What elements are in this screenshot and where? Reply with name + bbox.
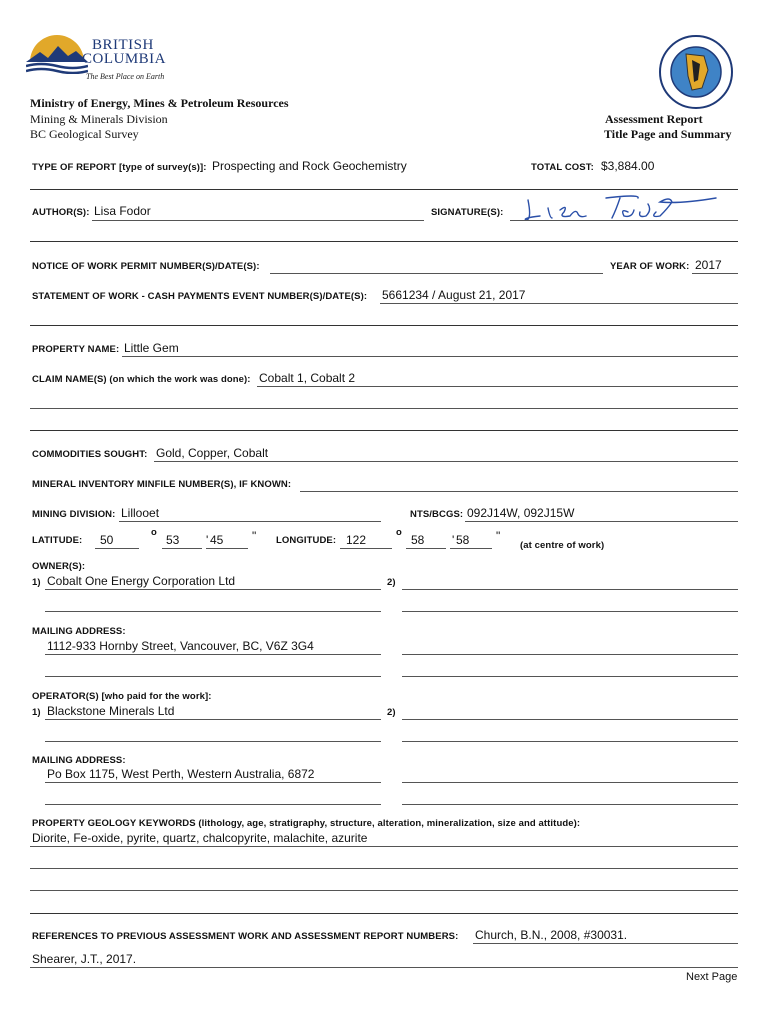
geological-survey-seal <box>658 34 734 110</box>
logo-tagline: The Best Place on Earth <box>86 72 165 81</box>
signature-label: SIGNATURE(S): <box>431 207 504 218</box>
operator-address-line <box>45 782 381 783</box>
operator-1-line <box>45 719 381 720</box>
statement-of-work-label: STATEMENT OF WORK - CASH PAYMENTS EVENT NUMBER(S)/DATE(S): <box>32 291 368 302</box>
seal-icon <box>658 34 734 110</box>
geology-keywords-line <box>30 846 738 847</box>
operators-label: OPERATOR(S) [who paid for the work]: <box>32 691 212 702</box>
divider <box>30 241 738 242</box>
divider <box>30 913 738 914</box>
nts-value[interactable]: 092J14W, 092J15W <box>467 506 575 520</box>
blank-line <box>402 654 738 655</box>
longitude-seconds[interactable]: 58 <box>456 533 470 547</box>
ministry-name: Ministry of Energy, Mines & Petroleum Resources <box>30 96 289 110</box>
owner-address-label: MAILING ADDRESS: <box>32 626 126 637</box>
next-page-link[interactable]: Next Page <box>686 971 738 983</box>
blank-line <box>45 676 381 677</box>
nts-line <box>465 521 738 522</box>
blank-line <box>45 611 381 612</box>
blank-line <box>30 890 738 891</box>
blank-line <box>402 611 738 612</box>
longitude-degrees[interactable]: 122 <box>346 533 367 547</box>
references-label: REFERENCES TO PREVIOUS ASSESSMENT WORK AND ASSESSMENT REPORT NUMBERS: <box>32 931 459 942</box>
report-title-line1: Assessment Report <box>605 112 703 126</box>
longitude-minutes-line <box>406 548 446 549</box>
degree-symbol: o <box>396 527 402 538</box>
commodities-value[interactable]: Gold, Copper, Cobalt <box>156 446 269 460</box>
total-cost-value[interactable]: $3,884.00 <box>601 159 655 173</box>
latitude-degrees[interactable]: 50 <box>100 533 114 547</box>
mining-division-label: MINING DIVISION: <box>32 509 116 520</box>
minfile-label: MINERAL INVENTORY MINFILE NUMBER(S), IF KNOWN: <box>32 479 292 490</box>
owner-2-number: 2) <box>387 577 396 588</box>
division-name: Mining & Minerals Division <box>30 112 168 126</box>
references-line <box>473 943 738 944</box>
longitude-seconds-line <box>450 548 492 549</box>
second-symbol: " <box>496 529 501 543</box>
owner-address-value[interactable]: 1112-933 Hornby Street, Vancouver, BC, V6Z 3G4 <box>47 639 314 653</box>
degree-symbol: o <box>151 527 157 538</box>
bc-sun-mountain-icon <box>26 32 88 74</box>
authors-value[interactable]: Lisa Fodor <box>94 204 151 218</box>
references-value-1[interactable]: Church, B.N., 2008, #30031. <box>475 928 628 942</box>
longitude-minutes[interactable]: 58 <box>411 533 425 547</box>
latitude-degrees-line <box>95 548 139 549</box>
operator-address-label: MAILING ADDRESS: <box>32 755 126 766</box>
owner-address-line <box>45 654 381 655</box>
statement-of-work-value[interactable]: 5661234 / August 21, 2017 <box>382 288 526 302</box>
property-name-label: PROPERTY NAME: <box>32 344 120 355</box>
minute-symbol: ' <box>452 533 455 547</box>
blank-line <box>402 804 738 805</box>
geology-keywords-value[interactable]: Diorite, Fe-oxide, pyrite, quartz, chalcopyrite, malachite, azurite <box>32 831 368 845</box>
longitude-label: LONGITUDE: <box>276 535 337 546</box>
authors-line <box>92 220 424 221</box>
operator-address-value[interactable]: Po Box 1175, West Perth, Western Australia, 6872 <box>47 767 315 781</box>
latitude-minutes[interactable]: 53 <box>166 533 180 547</box>
claim-names-line <box>257 386 738 387</box>
blank-line <box>402 741 738 742</box>
notice-of-work-line <box>270 273 603 274</box>
logo-line2: COLUMBIA <box>82 51 167 67</box>
latitude-minutes-line <box>162 548 202 549</box>
claim-names-label: CLAIM NAME(S) (on which the work was done): <box>32 374 251 385</box>
signature-line <box>510 220 738 221</box>
operator-2-line <box>402 719 738 720</box>
blank-line <box>402 782 738 783</box>
statement-of-work-line <box>380 303 738 304</box>
references-line-2 <box>30 967 738 968</box>
year-of-work-value[interactable]: 2017 <box>695 258 722 272</box>
year-of-work-line <box>692 273 738 274</box>
geology-keywords-label: PROPERTY GEOLOGY KEYWORDS (lithology, age, stratigraphy, structure, alteration, mineralization, size and attitude): <box>32 818 581 829</box>
year-of-work-label: YEAR OF WORK: <box>610 261 690 272</box>
mining-division-value[interactable]: Lillooet <box>121 506 160 520</box>
latitude-seconds-line <box>206 548 248 549</box>
owner-1-number: 1) <box>32 577 41 588</box>
owner-2-line <box>402 589 738 590</box>
blank-line <box>402 676 738 677</box>
owners-label: OWNER(S): <box>32 561 86 572</box>
type-of-report-value[interactable]: Prospecting and Rock Geochemistry <box>212 159 407 173</box>
blank-line <box>45 741 381 742</box>
owner-1-value[interactable]: Cobalt One Energy Corporation Ltd <box>47 574 236 588</box>
total-cost-label: TOTAL COST: <box>531 162 594 173</box>
divider <box>30 430 738 431</box>
longitude-degrees-line <box>340 548 392 549</box>
survey-name: BC Geological Survey <box>30 127 139 141</box>
notice-of-work-label: NOTICE OF WORK PERMIT NUMBER(S)/DATE(S): <box>32 261 260 272</box>
second-symbol: " <box>252 529 257 543</box>
nts-label: NTS/BCGS: <box>410 509 464 520</box>
type-of-report-label: TYPE OF REPORT [type of survey(s)]: <box>32 162 207 173</box>
property-name-line <box>122 356 738 357</box>
claim-names-value[interactable]: Cobalt 1, Cobalt 2 <box>259 371 356 385</box>
owner-1-line <box>45 589 381 590</box>
property-name-value[interactable]: Little Gem <box>124 341 179 355</box>
commodities-label: COMMODITIES SOUGHT: <box>32 449 148 460</box>
blank-line <box>45 804 381 805</box>
operator-1-value[interactable]: Blackstone Minerals Ltd <box>47 704 175 718</box>
operator-2-number: 2) <box>387 707 396 718</box>
authors-label: AUTHOR(S): <box>32 207 90 218</box>
blank-line <box>30 868 738 869</box>
operator-1-number: 1) <box>32 707 41 718</box>
commodities-line <box>154 461 738 462</box>
logo-line1: BRITISH <box>92 37 154 53</box>
report-title-line2: Title Page and Summary <box>604 127 732 141</box>
minute-symbol: ' <box>206 533 209 547</box>
blank-line <box>30 408 738 409</box>
centre-of-work-note: (at centre of work) <box>520 540 605 551</box>
divider <box>30 325 738 326</box>
latitude-seconds[interactable]: 45 <box>210 533 224 547</box>
latitude-label: LATITUDE: <box>32 535 83 546</box>
references-value-2[interactable]: Shearer, J.T., 2017. <box>32 952 137 966</box>
mining-division-line <box>119 521 381 522</box>
minfile-line <box>300 491 738 492</box>
bc-logo <box>26 30 176 88</box>
